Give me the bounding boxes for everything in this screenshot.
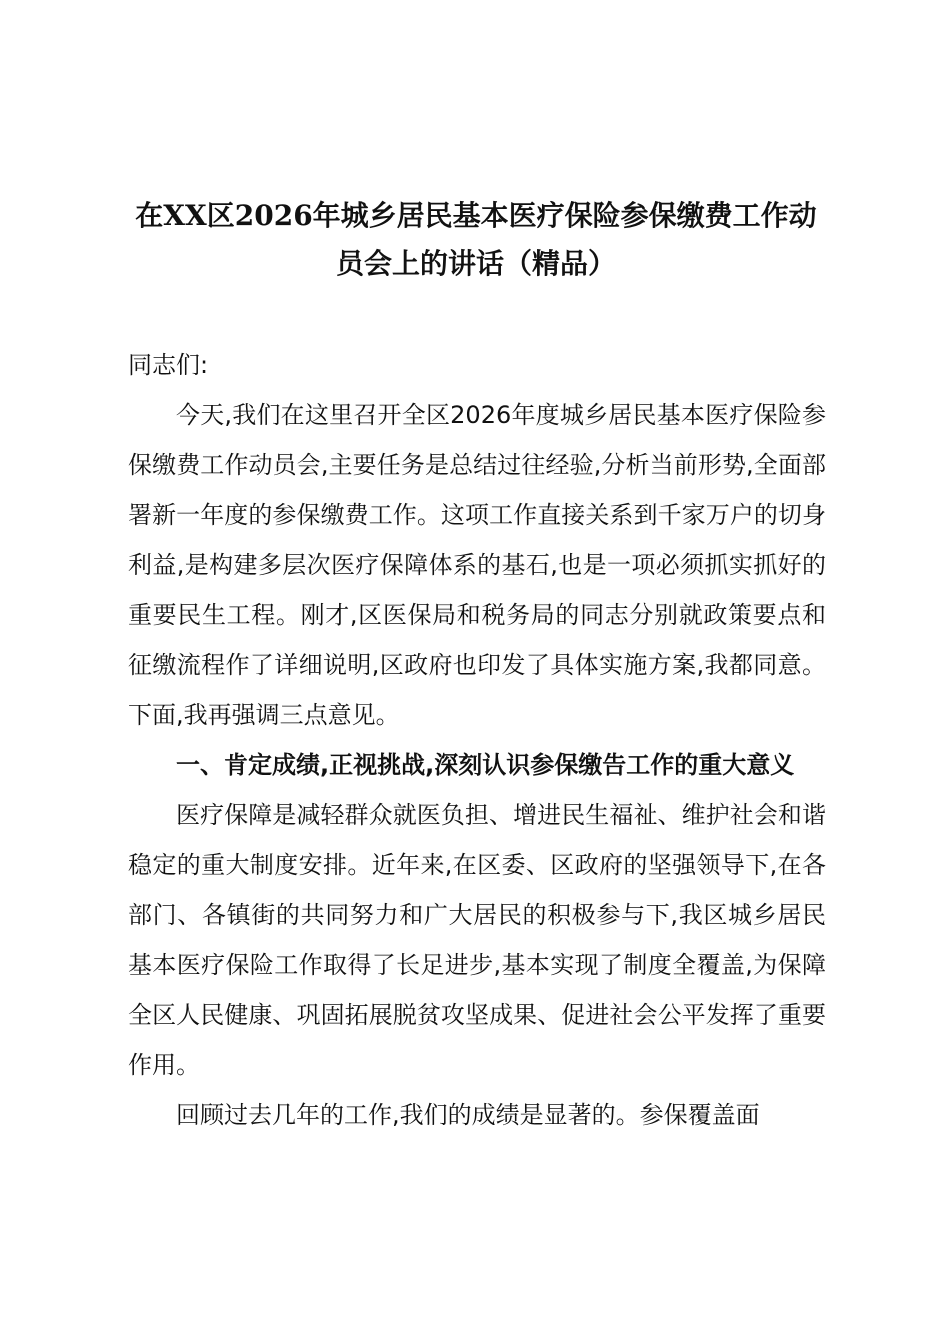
paragraph-section-1: 医疗保障是减轻群众就医负担、增进民生福祉、维护社会和谐稳定的重大制度安排。近年来,在区委、区政府的坚强领导下,在各部门、各镇街的共同努力和广大居民的积极参与下,我区城乡居民基本医疗保险工作取得了长足进步,基本实现了制度全覆盖,为保障全区人民健康、巩固拓展脱贫攻坚成果、促进社会公平发挥了重要作用。 <box>128 801 826 1079</box>
paragraph-section-2: 回顾过去几年的工作,我们的成绩是显著的。参保覆盖面 <box>176 1101 760 1129</box>
paragraph-opening: 今天,我们在这里召开全区2026年度城乡居民基本医疗保险参保缴费工作动员会,主要任务是总结过往经验,分析当前形势,全面部署新一年度的参保缴费工作。这项工作直接关系到千家万户的切身利益,是构建多层次医疗保障体系的基石,也是一项必须抓实抓好的重要民生工程。刚才,区医保局和税务局的同志分别就政策要点和征缴流程作了详细说明,区政府也印发了具体实施方案,我都同意。下面,我再强调三点意见。 <box>128 401 826 729</box>
document-title: 在XX区2026年城乡居民基本医疗保险参保缴费工作动员会上的讲话（精品） <box>135 199 817 280</box>
section-heading-1: 一、肯定成绩,正视挑战,深刻认识参保缴告工作的重大意义 <box>176 751 795 779</box>
salutation: 同志们: <box>128 351 209 379</box>
document-body <box>128 340 826 1140</box>
